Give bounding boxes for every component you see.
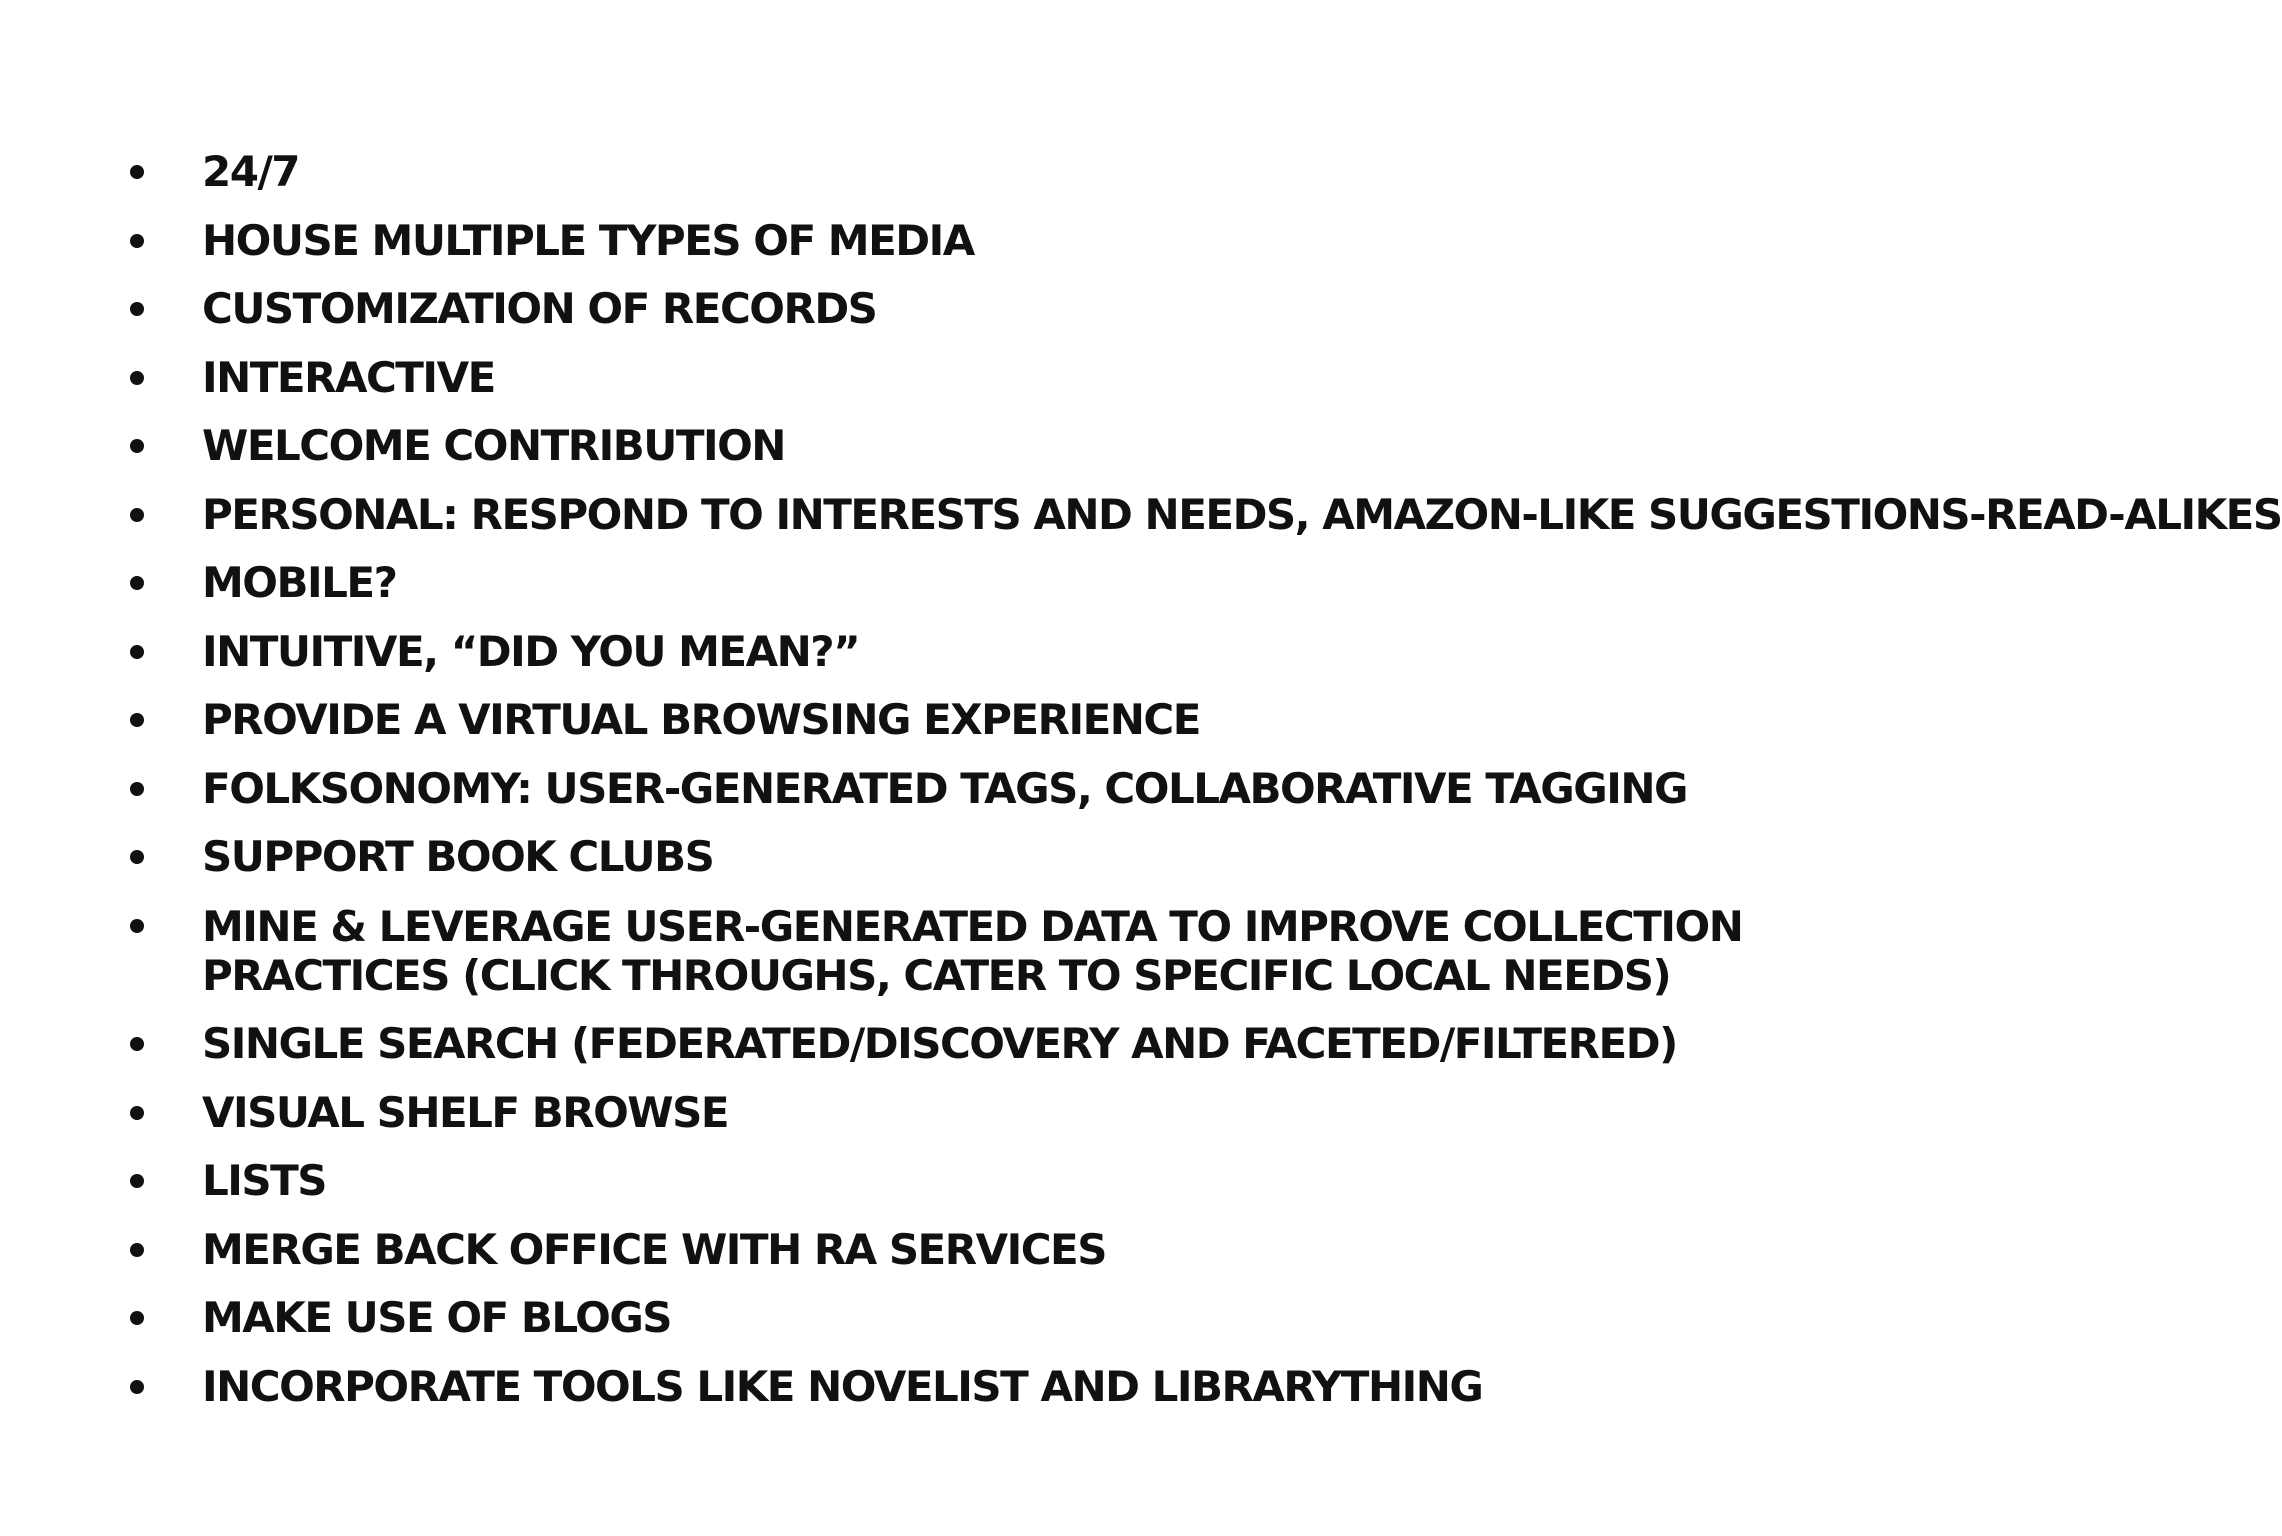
bullet-dot-icon: [130, 1380, 144, 1394]
list-item-text: INTERACTIVE: [202, 352, 495, 402]
bullet-dot-icon: [130, 782, 144, 796]
list-item-text: MAKE USE OF BLOGS: [202, 1293, 672, 1342]
list-item-text: PERSONAL: RESPOND TO INTERESTS AND NEEDS, AMAZON-LIKE SUGGESTIONS-READ-ALIKES: [202, 489, 2282, 539]
list-item: [118, 1294, 1918, 1342]
bullet-dot-icon: [130, 1037, 144, 1051]
bullet-dot-icon: [130, 1106, 144, 1120]
list-item: [118, 217, 1918, 265]
list-item-text: WELCOME CONTRIBUTION: [202, 421, 785, 470]
bullet-dot-icon: [130, 850, 144, 864]
list-item-text: INCORPORATE TOOLS LIKE NOVELIST AND LIBRARYTHING: [202, 1361, 1483, 1411]
list-item-text: INTUITIVE, “DID YOU MEAN?”: [202, 626, 860, 676]
bullet-dot-icon: [130, 1311, 144, 1325]
list-item-text: SUPPORT BOOK CLUBS: [202, 832, 714, 881]
bullet-dot-icon: [130, 439, 144, 453]
bullet-dot-icon: [130, 371, 144, 385]
bullet-dot-icon: [130, 508, 144, 522]
bullet-dot-icon: [130, 919, 144, 933]
list-item: [118, 1363, 1918, 1411]
list-item: [118, 765, 1918, 813]
bullet-dot-icon: [130, 576, 144, 590]
list-item: [118, 285, 1918, 333]
list-item: [118, 628, 1918, 676]
list-item-text: 24/7: [202, 147, 300, 196]
list-item-text: PROVIDE A VIRTUAL BROWSING EXPERIENCE: [202, 695, 1200, 744]
list-item-text: FOLKSONOMY: USER-GENERATED TAGS, COLLABORATIVE TAGGING: [202, 763, 1687, 813]
list-item-text: SINGLE SEARCH (FEDERATED/DISCOVERY AND FACETED/FILTERED): [202, 1019, 1677, 1068]
bullet-dot-icon: [130, 234, 144, 248]
list-item: [118, 833, 1918, 881]
bullet-dot-icon: [130, 713, 144, 727]
list-item: [118, 489, 2282, 539]
bullet-dot-icon: [130, 165, 144, 179]
list-item-text: VISUAL SHELF BROWSE: [202, 1087, 729, 1137]
list-item: [118, 422, 1918, 470]
list-item: [118, 1089, 1918, 1137]
list-item: [118, 1020, 1918, 1068]
list-item-text: MERGE BACK OFFICE WITH RA SERVICES: [202, 1224, 1106, 1274]
list-item-text: MOBILE?: [202, 558, 397, 607]
list-item-text: MINE & LEVERAGE USER-GENERATED DATA TO IMPROVE COLLECTION PRACTICES (CLICK THROUGHS, CATER TO SPECIFIC LOCAL NEEDS): [202, 901, 1743, 1000]
list-item: [118, 559, 1918, 607]
list-item-text: LISTS: [202, 1156, 327, 1205]
bullet-dot-icon: [130, 1174, 144, 1188]
list-item-text: HOUSE MULTIPLE TYPES OF MEDIA: [202, 215, 974, 265]
bullet-dot-icon: [130, 645, 144, 659]
list-item: [118, 902, 1922, 1000]
bullet-list: [118, 147, 2282, 1431]
list-item: [118, 1157, 1918, 1205]
bullet-dot-icon: [130, 1243, 144, 1257]
list-item-text: CUSTOMIZATION OF RECORDS: [202, 284, 877, 333]
bullet-dot-icon: [130, 302, 144, 316]
list-item: [118, 696, 1918, 744]
list-item: [118, 148, 1918, 196]
list-item: [118, 1226, 1918, 1274]
list-item: [118, 354, 1918, 402]
